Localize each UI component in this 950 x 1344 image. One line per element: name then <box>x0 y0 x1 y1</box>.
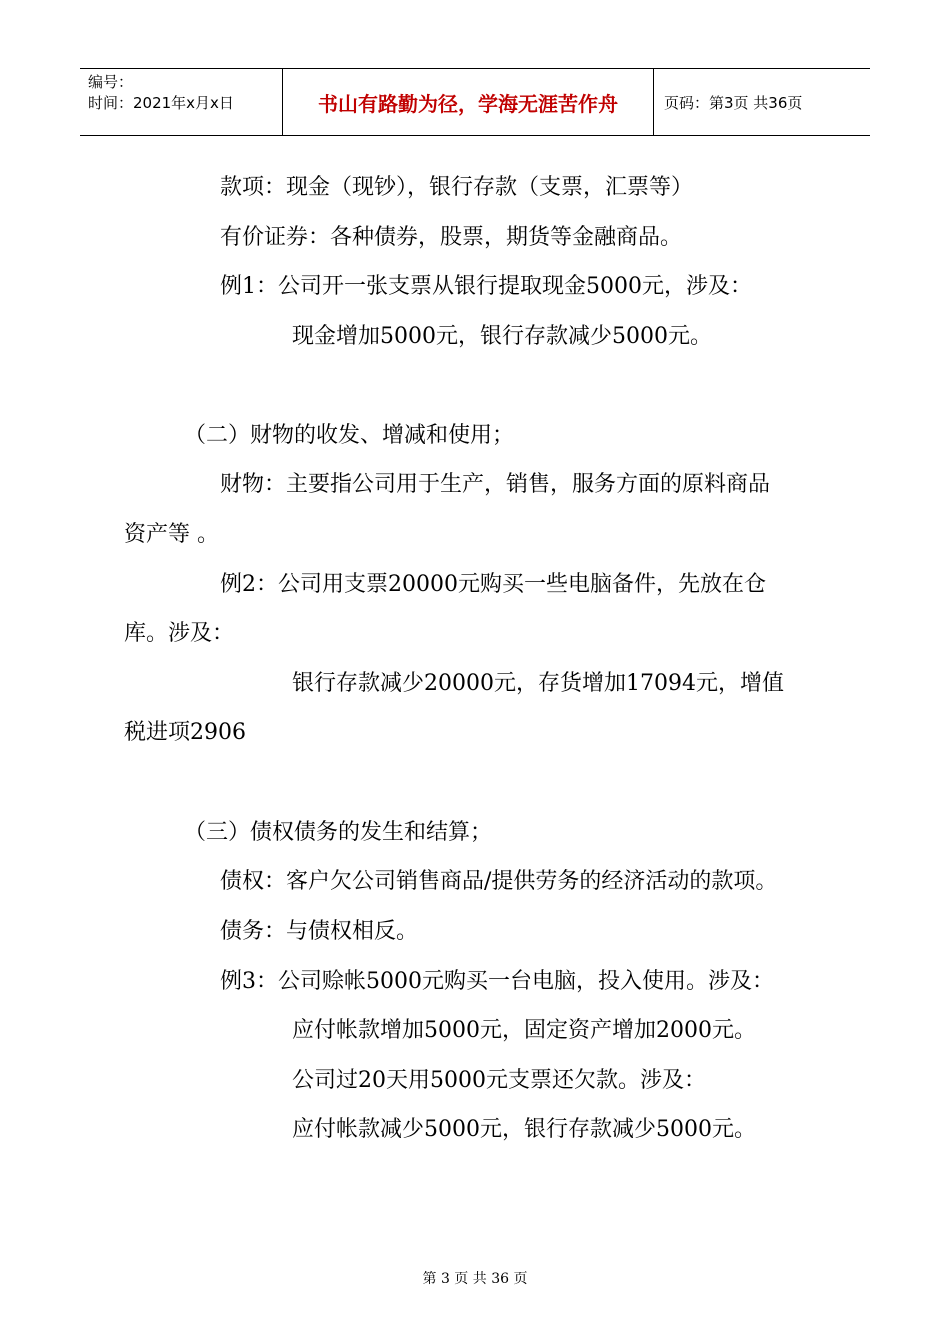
text-line: 资产等 。 <box>124 522 219 547</box>
header-page-info: 页码：第3页 共36页 <box>664 93 803 112</box>
text-line: 例3：公司赊帐5000元购买一台电脑，投入使用。涉及： <box>220 969 774 994</box>
header-motto: 书山有路勤为径，学海无涯苦作舟 <box>282 69 654 135</box>
text-line: 库。涉及： <box>124 621 235 646</box>
text-line: 款项：现金（现钞），银行存款（支票，汇票等） <box>220 175 694 200</box>
text-line: 应付帐款增加5000元，固定资产增加2000元。 <box>292 1018 756 1043</box>
text-line: 税进项2906 <box>124 720 246 745</box>
page-footer: 第 3 页 共 36 页 <box>422 1271 528 1287</box>
text-line: 债务：与债权相反。 <box>220 919 419 944</box>
text-line: 公司过20天用5000元支票还欠款。涉及： <box>292 1068 706 1093</box>
time-label: 时间：2021年x月x日 <box>88 94 234 112</box>
text-line: 例1：公司开一张支票从银行提取现金5000元，涉及： <box>220 274 752 299</box>
page-header <box>80 68 870 136</box>
text-line: 现金增加5000元，银行存款减少5000元。 <box>292 324 712 349</box>
text-line: 财物：主要指公司用于生产，销售，服务方面的原料商品 <box>220 472 771 497</box>
code-label: 编号： <box>88 73 134 91</box>
text-line: 有价证券：各种债券，股票，期货等金融商品。 <box>220 225 683 250</box>
section-heading: （三）债权债务的发生和结算； <box>184 820 493 845</box>
section-heading: （二）财物的收发、增减和使用； <box>184 423 515 448</box>
text-line: 债权：客户欠公司销售商品/提供劳务的经济活动的款项。 <box>220 869 778 894</box>
text-line: 银行存款减少20000元，存货增加17094元，增值 <box>292 671 784 696</box>
text-line: 例2：公司用支票20000元购买一些电脑备件，先放在仓 <box>220 572 766 597</box>
header-left <box>80 69 282 135</box>
text-line: 应付帐款减少5000元，银行存款减少5000元。 <box>292 1117 756 1142</box>
